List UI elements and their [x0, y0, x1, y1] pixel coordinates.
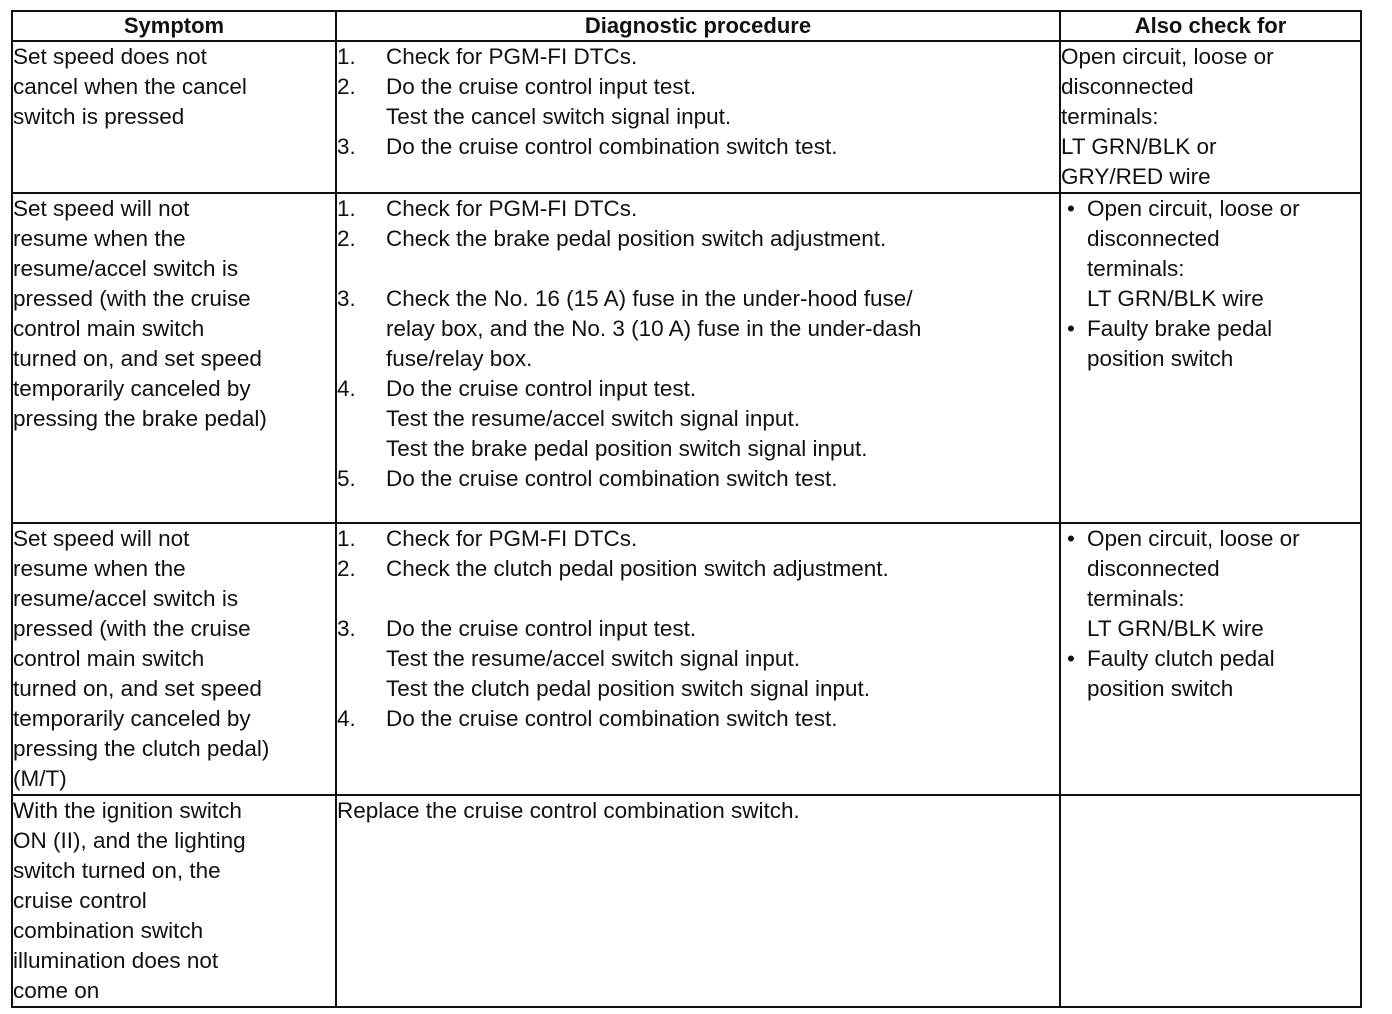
- symptom-line: combination switch: [13, 918, 204, 943]
- symptom-line: temporarily canceled by: [13, 376, 251, 401]
- table-header-row: [12, 11, 1361, 41]
- procedure-step: [337, 224, 1059, 254]
- symptom-line: temporarily canceled by: [13, 706, 251, 731]
- step-number: 1.: [337, 196, 356, 221]
- bullet-icon: •: [1067, 316, 1075, 341]
- step-text: Do the cruise control combination switch test.: [386, 466, 838, 491]
- step-number: [337, 404, 386, 434]
- symptom-cell: [12, 41, 336, 193]
- procedure-step: [337, 614, 1059, 644]
- step-number: [337, 102, 386, 132]
- symptom-line: Set speed does not: [13, 44, 207, 69]
- step-number: 3.: [337, 134, 356, 159]
- step-number: 2.: [337, 74, 356, 99]
- spacer: [337, 584, 1059, 614]
- step-text: relay box, and the No. 3 (10 A) fuse in the under-dash: [386, 316, 922, 341]
- step-number: 4.: [337, 376, 356, 401]
- symptom-line: resume/accel switch is: [13, 256, 239, 281]
- step-text: Do the cruise control combination switch test.: [386, 706, 838, 731]
- bullet-icon: •: [1067, 646, 1075, 671]
- procedure-step: [337, 464, 1059, 494]
- step-number: 5.: [337, 466, 356, 491]
- symptom-line: pressed (with the cruise: [13, 616, 251, 641]
- step-number: 3.: [337, 286, 356, 311]
- table-row: [12, 795, 1361, 1007]
- step-number: 1.: [337, 526, 356, 551]
- also-line: Faulty clutch pedal: [1087, 646, 1275, 671]
- list-item: [1061, 644, 1360, 704]
- procedure-text: Replace the cruise control combination switch.: [337, 798, 800, 823]
- step-number: 2.: [337, 556, 356, 581]
- also-line: position switch: [1087, 346, 1234, 371]
- also-check-list: [1061, 524, 1360, 704]
- procedure-step: [337, 132, 1059, 162]
- step-text: Do the cruise control input test.: [386, 376, 697, 401]
- also-check-list: [1061, 194, 1360, 374]
- header-symptom: Symptom: [12, 11, 336, 41]
- diagnostic-table: [11, 10, 1362, 1008]
- symptom-line: illumination does not: [13, 948, 219, 973]
- step-text: Do the cruise control input test.: [386, 74, 697, 99]
- list-item: [1061, 194, 1360, 314]
- procedure-step: [337, 524, 1059, 554]
- step-text: Check for PGM-FI DTCs.: [386, 526, 638, 551]
- step-number: 3.: [337, 616, 356, 641]
- step-number: [337, 674, 386, 704]
- procedure-step: [337, 72, 1059, 102]
- symptom-line: resume when the: [13, 556, 186, 581]
- also-line: Open circuit, loose or: [1087, 196, 1300, 221]
- also-line: LT GRN/BLK wire: [1087, 616, 1264, 641]
- step-text: Test the resume/accel switch signal input.: [386, 406, 800, 431]
- header-also-check-for: Also check for: [1060, 11, 1361, 41]
- also-check-cell: [1060, 193, 1361, 523]
- symptom-line: pressed (with the cruise: [13, 286, 251, 311]
- step-number: 1.: [337, 44, 356, 69]
- bullet-icon: •: [1067, 196, 1075, 221]
- table-row: [12, 41, 1361, 193]
- step-number: [337, 434, 386, 464]
- also-line: terminals:: [1087, 586, 1185, 611]
- step-text: Check for PGM-FI DTCs.: [386, 196, 638, 221]
- list-item: [1061, 524, 1360, 644]
- also-check-cell: [1060, 41, 1361, 193]
- symptom-line: ON (II), and the lighting: [13, 828, 246, 853]
- symptom-line: resume when the: [13, 226, 186, 251]
- procedure-cell: [336, 523, 1060, 795]
- step-text: Test the cancel switch signal input.: [386, 104, 732, 129]
- also-line: position switch: [1087, 676, 1234, 701]
- symptom-line: resume/accel switch is: [13, 586, 239, 611]
- symptom-line: Set speed will not: [13, 526, 190, 551]
- step-text: Do the cruise control combination switch test.: [386, 134, 838, 159]
- table-row: [12, 523, 1361, 795]
- also-line: disconnected: [1061, 74, 1194, 99]
- procedure-step: [337, 704, 1059, 734]
- symptom-line: control main switch: [13, 646, 205, 671]
- also-line: terminals:: [1061, 104, 1159, 129]
- also-line: Faulty brake pedal: [1087, 316, 1273, 341]
- also-line: LT GRN/BLK or: [1061, 134, 1217, 159]
- also-line: disconnected: [1087, 556, 1220, 581]
- symptom-line: come on: [13, 978, 100, 1003]
- step-number: [337, 644, 386, 674]
- step-text: Test the clutch pedal position switch signal input.: [386, 676, 871, 701]
- table-row: [12, 193, 1361, 523]
- also-check-cell: [1060, 523, 1361, 795]
- procedure-step: [337, 434, 1059, 464]
- symptom-line: cruise control: [13, 888, 147, 913]
- also-line: Open circuit, loose or: [1061, 44, 1274, 69]
- also-check-cell: [1060, 795, 1361, 1007]
- step-text: Check for PGM-FI DTCs.: [386, 44, 638, 69]
- procedure-step: [337, 554, 1059, 584]
- symptom-line: turned on, and set speed: [13, 346, 262, 371]
- procedure-step: [337, 404, 1059, 434]
- procedure-cell: [336, 795, 1060, 1007]
- also-line: LT GRN/BLK wire: [1087, 286, 1264, 311]
- step-text: fuse/relay box.: [386, 346, 533, 371]
- procedure-step: [337, 194, 1059, 224]
- symptom-cell: [12, 193, 336, 523]
- symptom-line: Set speed will not: [13, 196, 190, 221]
- symptom-line: With the ignition switch: [13, 798, 242, 823]
- procedure-step: [337, 102, 1059, 132]
- also-line: Open circuit, loose or: [1087, 526, 1300, 551]
- step-text: Check the brake pedal position switch adjustment.: [386, 226, 887, 251]
- symptom-line: (M/T): [13, 766, 67, 791]
- procedure-cell: [336, 193, 1060, 523]
- step-number: 2.: [337, 226, 356, 251]
- procedure-step: [337, 284, 1059, 314]
- step-text: Check the clutch pedal position switch adjustment.: [386, 556, 889, 581]
- procedure-step: [337, 314, 1059, 344]
- symptom-cell: [12, 795, 336, 1007]
- procedure-step: [337, 674, 1059, 704]
- step-number: [337, 314, 386, 344]
- symptom-line: switch turned on, the: [13, 858, 221, 883]
- symptom-line: switch is pressed: [13, 104, 185, 129]
- spacer: [337, 254, 1059, 284]
- procedure-cell: [336, 41, 1060, 193]
- also-line: terminals:: [1087, 256, 1185, 281]
- step-text: Test the brake pedal position switch signal input.: [386, 436, 868, 461]
- also-line: GRY/RED wire: [1061, 164, 1211, 189]
- procedure-step: [337, 374, 1059, 404]
- symptom-line: turned on, and set speed: [13, 676, 262, 701]
- procedure-step: [337, 42, 1059, 72]
- step-text: Check the No. 16 (15 A) fuse in the under-hood fuse/: [386, 286, 913, 311]
- list-item: [1061, 314, 1360, 374]
- procedure-step: [337, 644, 1059, 674]
- symptom-line: pressing the brake pedal): [13, 406, 267, 431]
- symptom-line: cancel when the cancel: [13, 74, 247, 99]
- step-number: [337, 344, 386, 374]
- bullet-icon: •: [1067, 526, 1075, 551]
- step-text: Do the cruise control input test.: [386, 616, 697, 641]
- symptom-line: control main switch: [13, 316, 205, 341]
- header-diagnostic-procedure: Diagnostic procedure: [336, 11, 1060, 41]
- procedure-step: [337, 344, 1059, 374]
- symptom-cell: [12, 523, 336, 795]
- step-text: Test the resume/accel switch signal input.: [386, 646, 800, 671]
- symptom-line: pressing the clutch pedal): [13, 736, 270, 761]
- step-number: 4.: [337, 706, 356, 731]
- also-line: disconnected: [1087, 226, 1220, 251]
